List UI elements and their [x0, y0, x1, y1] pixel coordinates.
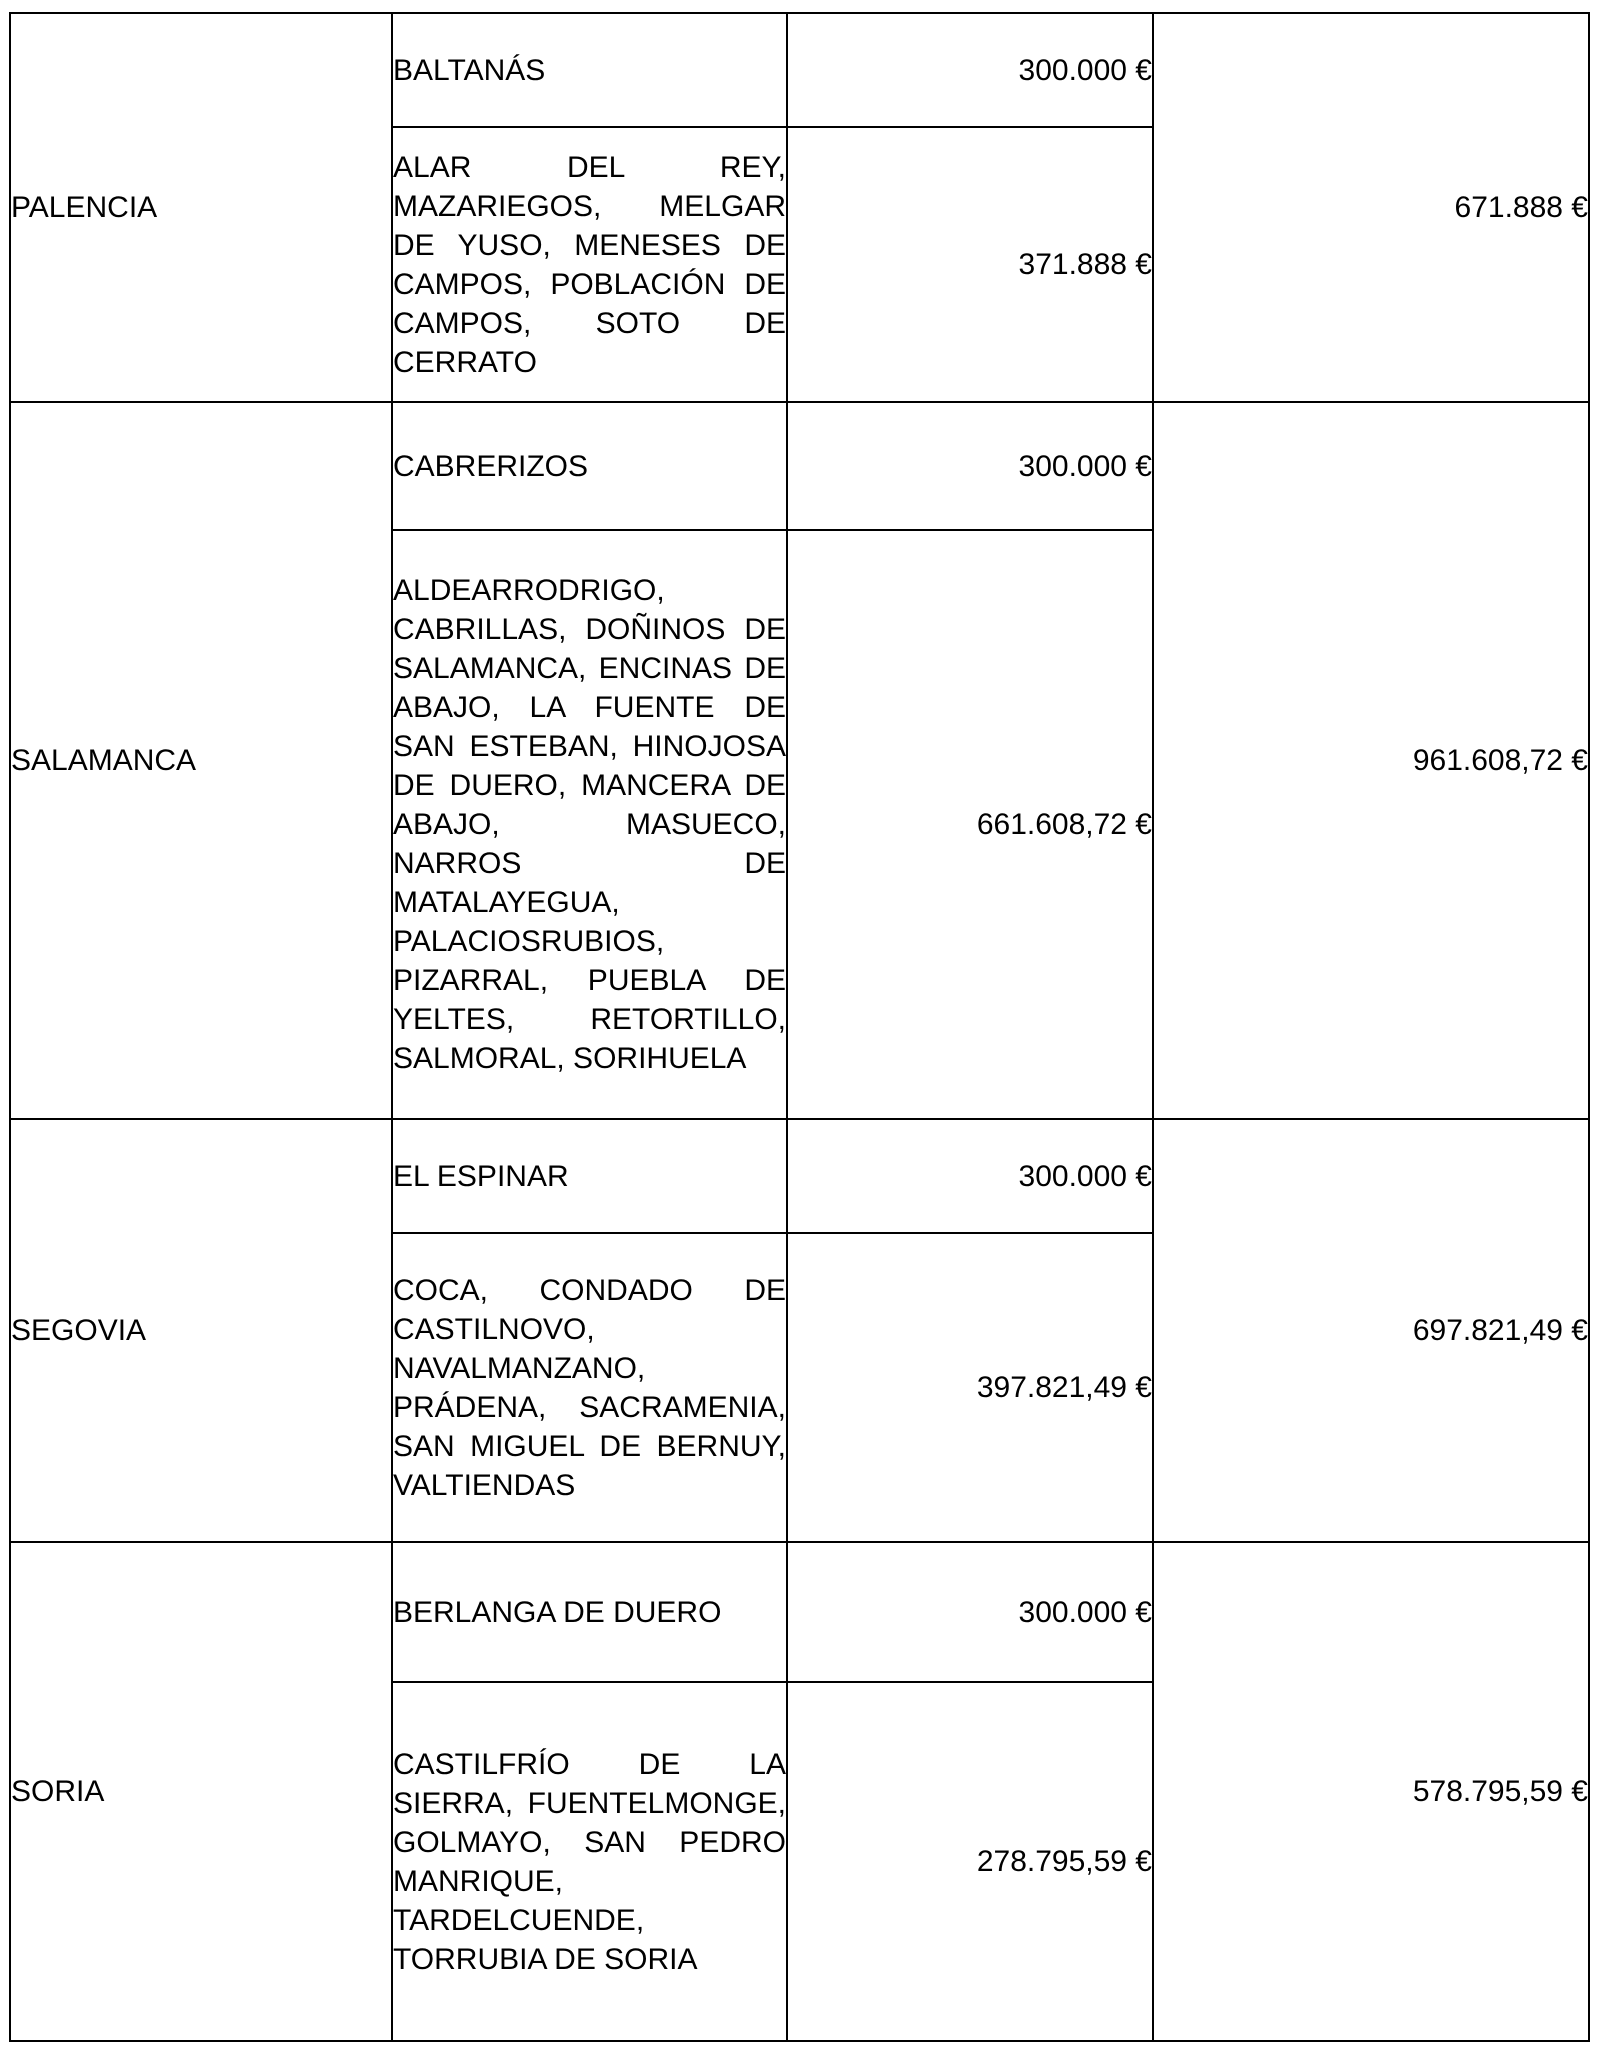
province-cell: PALENCIA [10, 13, 392, 402]
municipalities-cell: CABRERIZOS [392, 402, 787, 530]
province-cell: SALAMANCA [10, 402, 392, 1119]
amount-cell: 661.608,72 € [787, 530, 1153, 1119]
total-cell: 697.821,49 € [1153, 1119, 1589, 1542]
table-row [10, 1119, 1589, 1233]
amount-cell: 300.000 € [787, 13, 1153, 127]
table-row [10, 1542, 1589, 1682]
municipalities-cell: BALTANÁS [392, 13, 787, 127]
province-cell: SEGOVIA [10, 1119, 392, 1542]
amount-cell: 300.000 € [787, 1119, 1153, 1233]
amount-cell: 371.888 € [787, 127, 1153, 402]
amount-cell: 397.821,49 € [787, 1233, 1153, 1542]
total-cell: 671.888 € [1153, 13, 1589, 402]
total-cell: 578.795,59 € [1153, 1542, 1589, 2041]
funding-table [9, 12, 1590, 2042]
municipalities-cell: ALAR DEL REY, MAZARIEGOS, MELGAR DE YUSO, MENESES DE CAMPOS, POBLACIÓN DE CAMPOS, SOTO DE CERRATO [392, 127, 787, 402]
amount-cell: 278.795,59 € [787, 1682, 1153, 2041]
amount-cell: 300.000 € [787, 402, 1153, 530]
table-row [10, 13, 1589, 127]
municipalities-cell: COCA, CONDADO DE CASTILNOVO, NAVALMANZANO, PRÁDENA, SACRAMENIA, SAN MIGUEL DE BERNUY, VALTIENDAS [392, 1233, 787, 1542]
amount-cell: 300.000 € [787, 1542, 1153, 1682]
table-row [10, 402, 1589, 530]
municipalities-cell: CASTILFRÍO DE LA SIERRA, FUENTELMONGE, GOLMAYO, SAN PEDRO MANRIQUE, TARDELCUENDE, TORRUBIA DE SORIA [392, 1682, 787, 2041]
province-cell: SORIA [10, 1542, 392, 2041]
municipalities-cell: BERLANGA DE DUERO [392, 1542, 787, 1682]
municipalities-cell: EL ESPINAR [392, 1119, 787, 1233]
municipalities-cell: ALDEARRODRIGO, CABRILLAS, DOÑINOS DE SALAMANCA, ENCINAS DE ABAJO, LA FUENTE DE SAN ESTEBAN, HINOJOSA DE DUERO, MANCERA DE ABAJO, MASUECO, NARROS DE MATALAYEGUA, PALACIOSRUBIOS, PIZARRAL, PUEBLA DE YELTES, RETORTILLO, SALMORAL, SORIHUELA [392, 530, 787, 1119]
total-cell: 961.608,72 € [1153, 402, 1589, 1119]
